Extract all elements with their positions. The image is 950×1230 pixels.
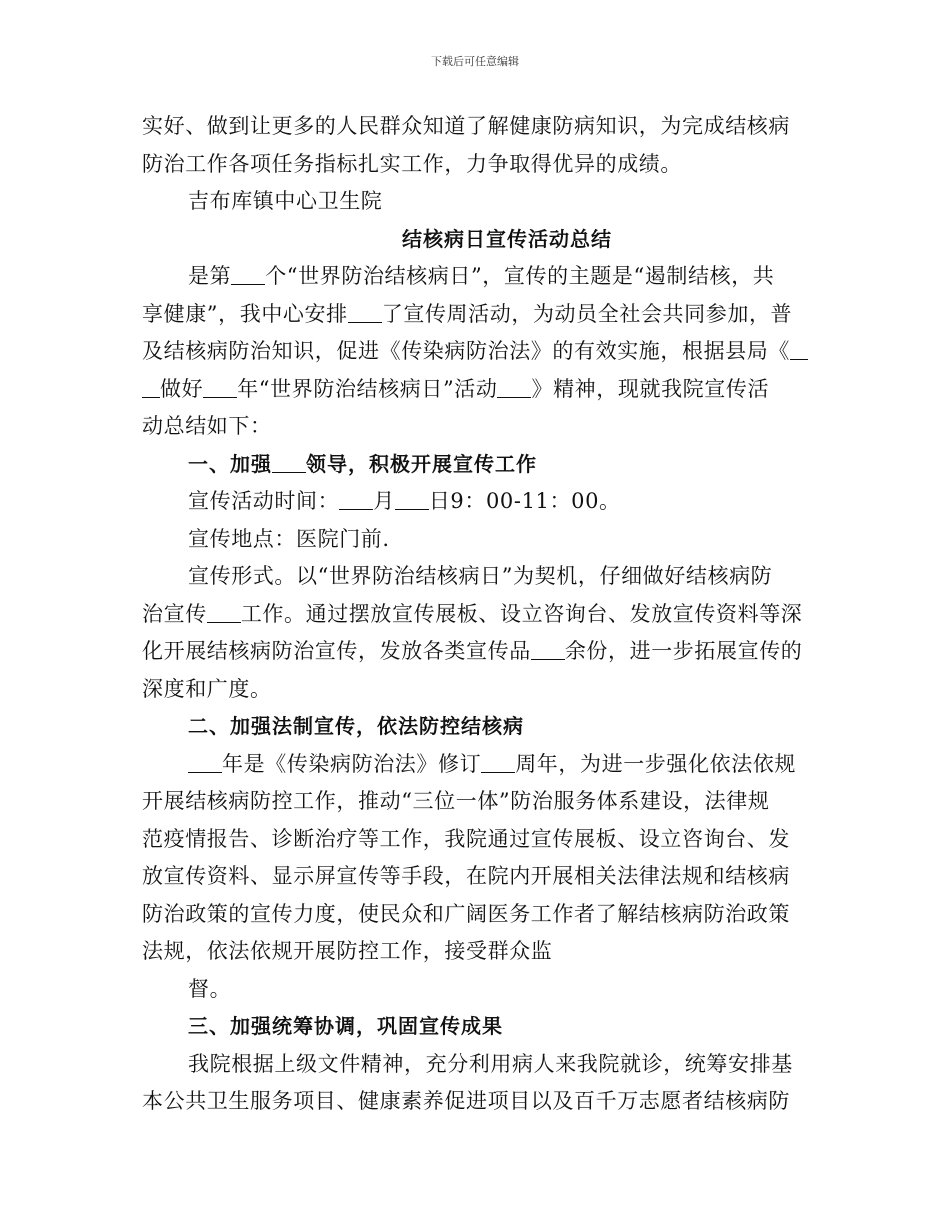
paragraph-line: 防治政策的宣传力度，使民众和广阔医务工作者了解结核病防治政策 — [142, 901, 790, 926]
blank-field — [142, 377, 160, 398]
document-body — [142, 108, 812, 1121]
section-heading: 一、加强 领导，积极开展宣传工作 — [188, 451, 537, 476]
blank-field — [481, 752, 515, 773]
blank-field — [203, 377, 237, 398]
paragraph-line: 及结核病防治知识，促进《传染病防治法》的有效实施，根据县局《 — [142, 333, 812, 371]
document-title: 结核病日宣传活动总结 — [402, 226, 612, 251]
blank-field — [497, 377, 531, 398]
paragraph-line: 放宣传资料、显示屏宣传等手段，在院内开展相关法律法规和结核病 — [142, 864, 790, 888]
paragraph-line: 宣传形式。以“世界防治结核病日”为契机，仔细做好结核病防 — [188, 564, 773, 588]
section-heading: 三、加强统筹协调，巩固宣传成果 — [188, 1014, 503, 1038]
paragraph-line: 化开展结核病防治宣传，发放各类宣传品 余份，进一步拓展宣传的 — [142, 639, 803, 663]
blank-field — [348, 302, 382, 323]
paragraph-line: 宣传地点：医院门前. — [188, 526, 390, 551]
blank-field — [395, 489, 429, 510]
paragraph-line: 督。 — [188, 976, 232, 1001]
paragraph-line: 我院根据上级文件精神，充分利用病人来我院就诊，统筹安排基 — [188, 1051, 793, 1076]
blank-field — [339, 489, 373, 510]
section-heading: 二、加强法制宣传，依法防控结核病 — [188, 714, 524, 738]
paragraph-line: 法规，依法依规开展防控工作，接受群众监 — [142, 939, 553, 963]
blank-field — [790, 339, 808, 360]
paragraph-line: 开展结核病防控工作，推动“三位一体”防治服务体系建设，法律规 — [142, 789, 770, 813]
blank-field — [272, 452, 306, 473]
page-header: 下载后可任意编辑 — [431, 55, 519, 68]
paragraph-line: 是第 个“世界防治结核病日”，宣传的主题是“遏制结核，共 — [188, 264, 775, 288]
blank-field — [531, 639, 565, 660]
paragraph-line: 宣传活动时间： 月 日9：00-11：00。 — [188, 489, 621, 513]
paragraph-line: 年是《传染病防治法》修订 周年，为进一步强化依法依规 — [142, 746, 812, 784]
paragraph-line: 防治工作各项任务指标扎实工作，力争取得优异的成绩。 — [142, 151, 682, 176]
paragraph-line: 做好 年“世界防治结核病日”活动 》精神，现就我院宣传活 — [142, 371, 812, 409]
paragraph-line: 本公共卫生服务项目、健康素养促进项目以及百千万志愿者结核病防 — [142, 1089, 790, 1113]
blank-field — [188, 752, 222, 773]
paragraph-line: 享健康”，我中心安排 了宣传周活动，为动员全社会共同参加，普 — [142, 301, 793, 326]
paragraph-line: 治宣传 工作。通过摆放宣传展板、设立咨询台、发放宣传资料等深 — [142, 601, 803, 626]
paragraph-line: 实好、做到让更多的人民群众知道了解健康防病知识，为完成结核病 — [142, 114, 790, 138]
paragraph-line: 动总结如下： — [142, 414, 272, 438]
blank-field — [207, 602, 241, 623]
paragraph-line: 吉布库镇中心卫生院 — [188, 189, 383, 213]
paragraph-line: 深度和广度。 — [142, 676, 272, 701]
paragraph-line: 范疫情报告、诊断治疗等工作，我院通过宣传展板、设立咨询台、发 — [142, 826, 790, 851]
blank-field — [231, 264, 265, 285]
